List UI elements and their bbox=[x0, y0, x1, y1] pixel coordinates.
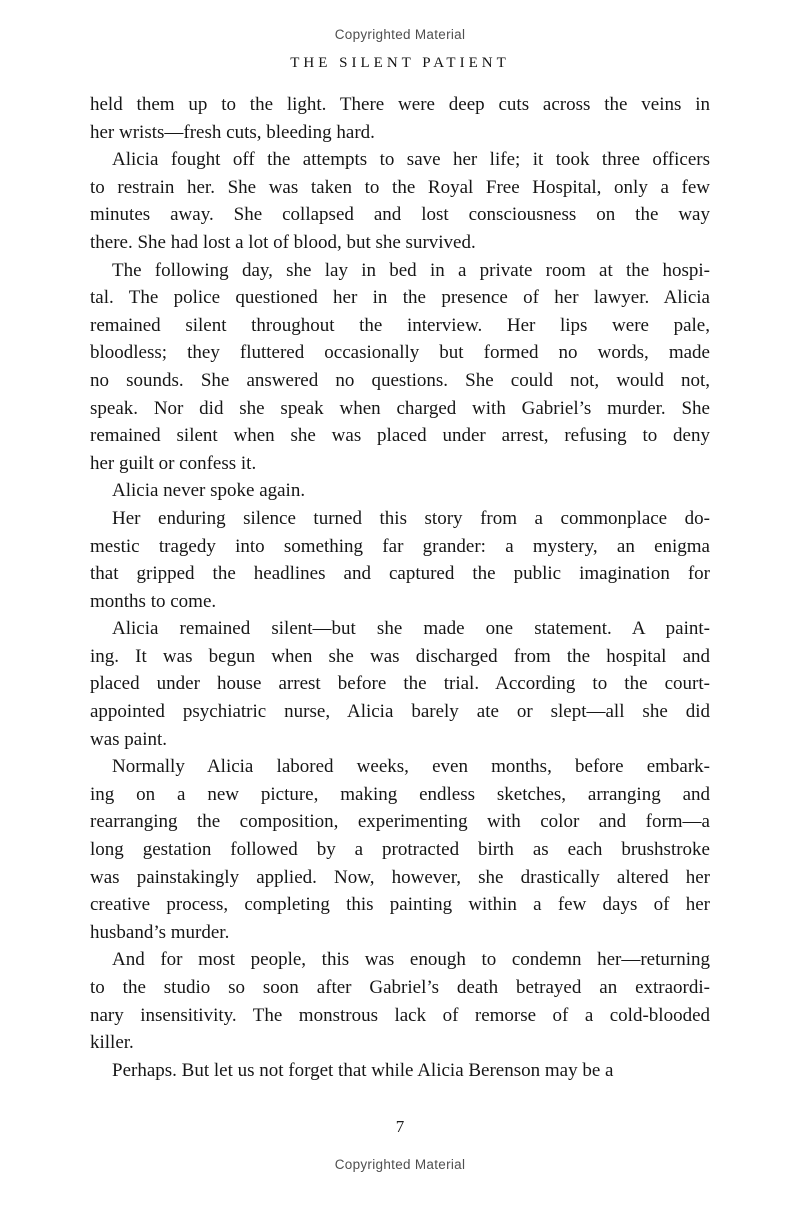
text-line: Alicia never spoke again. bbox=[112, 480, 306, 502]
text-line: no sounds. She answered no questions. She could not, would not, bbox=[90, 369, 710, 391]
text-line: mestic tragedy into something far grander: a mystery, an enigma bbox=[90, 535, 710, 557]
page-number: 7 bbox=[395, 1117, 405, 1136]
paragraph bbox=[90, 477, 710, 505]
text-line: was painstakingly applied. Now, however, she drastically altered her bbox=[90, 866, 710, 888]
paragraph bbox=[90, 946, 710, 1056]
text-line: ing on a new picture, making endless sketches, arranging and bbox=[90, 783, 710, 805]
paragraph bbox=[90, 505, 710, 615]
paragraph bbox=[90, 1057, 710, 1085]
copyright-notice-top: Copyrighted Material bbox=[334, 27, 466, 42]
text-line: killer. bbox=[90, 1032, 134, 1054]
text-line: speak. Nor did she speak when charged with Gabriel’s murder. She bbox=[90, 397, 710, 419]
paragraph bbox=[90, 753, 710, 946]
text-line: creative process, completing this painting within a few days of her bbox=[90, 894, 710, 916]
text-line: rearranging the composition, experimenting with color and form—a bbox=[90, 811, 710, 833]
paragraph bbox=[90, 91, 710, 146]
text-line: remained silent when she was placed under arrest, refusing to deny bbox=[90, 425, 710, 447]
text-line: appointed psychiatric nurse, Alicia barely ate or slept—all she did bbox=[90, 701, 710, 723]
text-line: The following day, she lay in bed in a private room at the hospi- bbox=[112, 259, 710, 281]
text-line: bloodless; they fluttered occasionally but formed no words, made bbox=[90, 342, 710, 364]
running-header-book-title: THE SILENT PATIENT bbox=[290, 55, 510, 71]
text-line: long gestation followed by a protracted birth as each brushstroke bbox=[90, 839, 710, 861]
text-line: was paint. bbox=[90, 728, 168, 750]
text-line: minutes away. She collapsed and lost consciousness on the way bbox=[90, 204, 710, 226]
text-line: her guilt or confess it. bbox=[90, 452, 257, 474]
text-line: Perhaps. But let us not forget that while Alicia Berenson may be a bbox=[112, 1059, 614, 1081]
text-line: remained silent throughout the interview. Her lips were pale, bbox=[90, 314, 710, 336]
text-block bbox=[90, 91, 710, 1084]
text-line: to the studio so soon after Gabriel’s death betrayed an extraordi- bbox=[90, 977, 710, 998]
text-line: ing. It was begun when she was discharged from the hospital and bbox=[90, 645, 710, 667]
text-line: tal. The police questioned her in the presence of her lawyer. Alicia bbox=[90, 287, 710, 309]
text-line: Her enduring silence turned this story from a commonplace do- bbox=[112, 507, 710, 529]
text-line: held them up to the light. There were deep cuts across the veins in bbox=[90, 94, 710, 115]
text-line: placed under house arrest before the trial. According to the court- bbox=[90, 673, 710, 695]
text-line: Alicia remained silent—but she made one statement. A paint- bbox=[112, 618, 710, 640]
paragraph bbox=[90, 146, 710, 256]
paragraph bbox=[90, 615, 710, 753]
text-line: her wrists—fresh cuts, bleeding hard. bbox=[90, 121, 375, 143]
paragraph bbox=[90, 257, 710, 478]
text-line: Normally Alicia labored weeks, even months, before embark- bbox=[112, 756, 710, 778]
text-line: Alicia fought off the attempts to save her life; it took three officers bbox=[112, 149, 710, 171]
text-line: there. She had lost a lot of blood, but she survived. bbox=[90, 231, 476, 253]
text-line: that gripped the headlines and captured the public imagination for bbox=[90, 563, 710, 585]
text-line: husband’s murder. bbox=[90, 921, 230, 943]
copyright-notice-bottom: Copyrighted Material bbox=[334, 1157, 466, 1172]
text-line: nary insensitivity. The monstrous lack of remorse of a cold-blooded bbox=[90, 1004, 710, 1026]
text-line: And for most people, this was enough to condemn her—returning bbox=[112, 949, 710, 971]
text-line: months to come. bbox=[90, 590, 217, 612]
text-line: to restrain her. She was taken to the Royal Free Hospital, only a few bbox=[90, 176, 710, 198]
